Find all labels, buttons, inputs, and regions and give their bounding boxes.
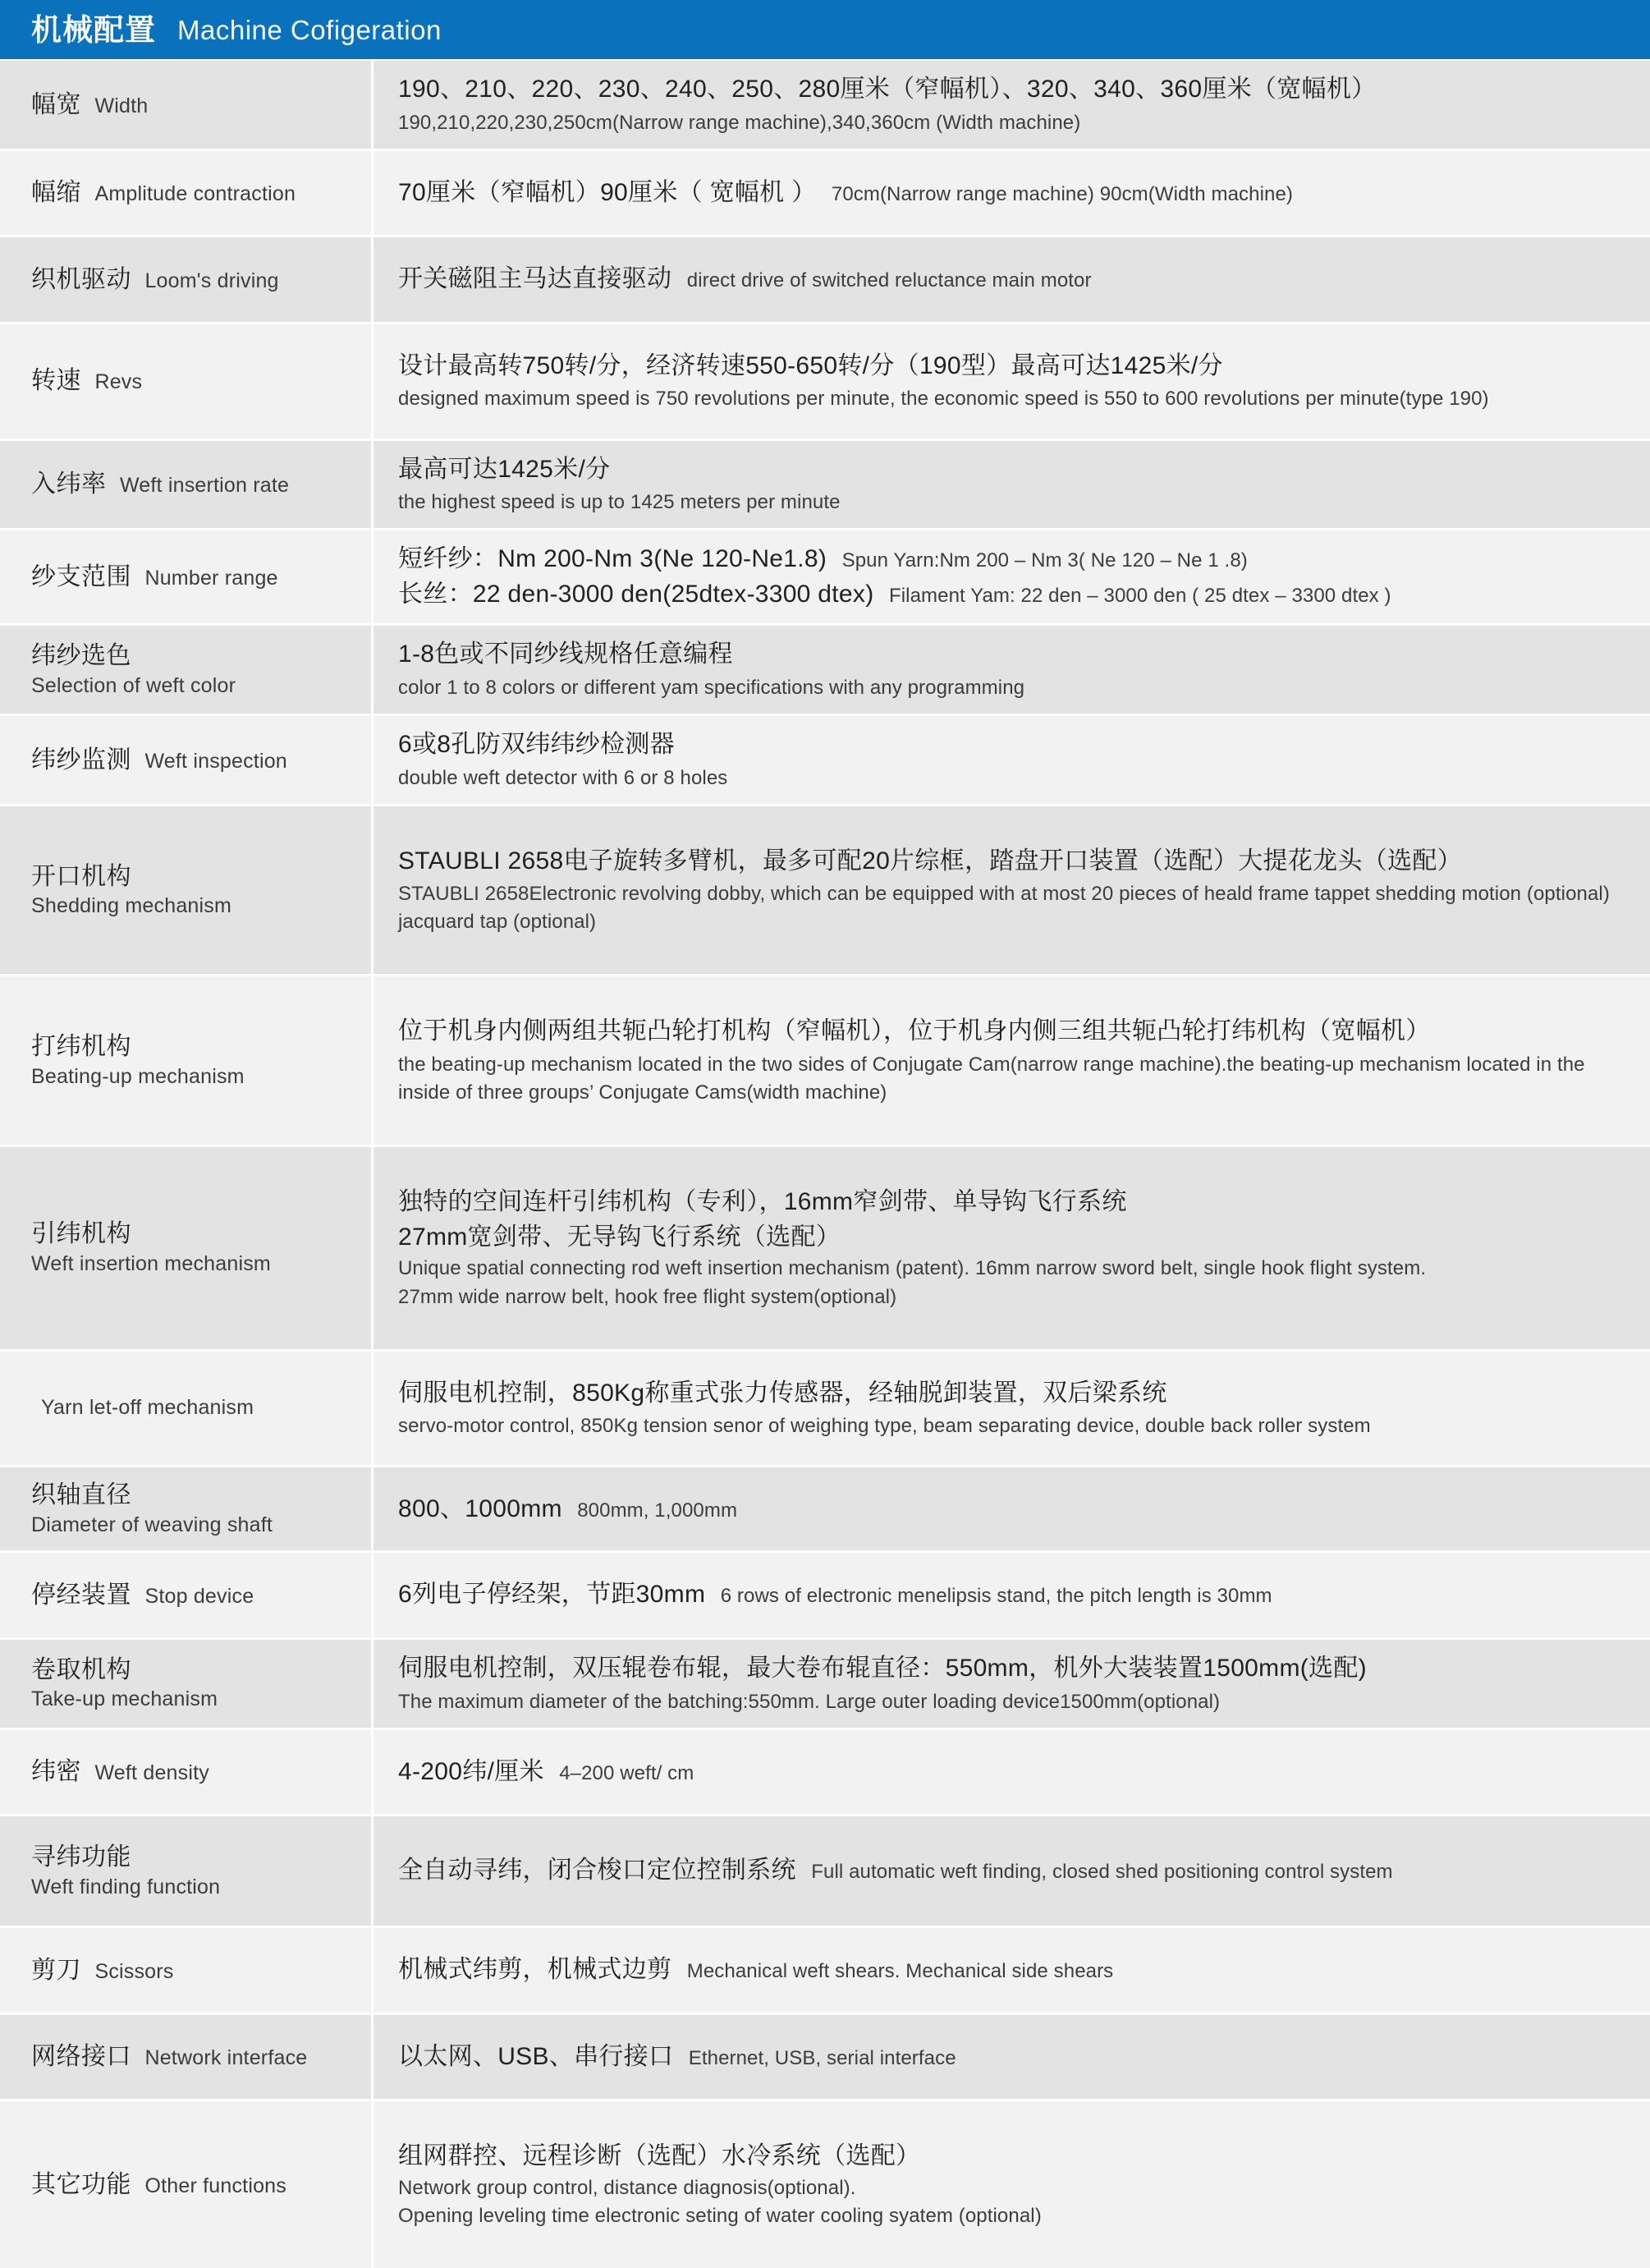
- table-row: [0, 1553, 1650, 1637]
- table-row: [0, 2015, 1650, 2100]
- table-row: [0, 441, 1650, 529]
- row-value-cn: 6或8孔防双纬纬纱检测器: [398, 731, 675, 759]
- row-label-cn: 转速: [31, 367, 81, 395]
- row-label-en: Selection of weft color: [31, 673, 236, 697]
- row-label: [0, 1640, 374, 1728]
- row-value: [374, 716, 1650, 804]
- row-label-cn: 幅宽: [31, 90, 81, 118]
- table-row: [0, 1640, 1650, 1728]
- row-label-en: Weft density: [94, 1761, 209, 1785]
- row-value: [374, 530, 1650, 623]
- row-label-en: Stop device: [144, 1584, 254, 1608]
- row-label-en: Other functions: [144, 2174, 286, 2198]
- row-label-en: Amplitude contraction: [94, 182, 296, 206]
- table-row: [0, 151, 1650, 236]
- row-value-cn: 1-8色或不同纱线规格任意编程: [398, 640, 733, 668]
- row-label: [0, 1816, 374, 1926]
- row-value-cn: 机械式纬剪，机械式边剪: [398, 1956, 672, 1984]
- row-value-en: Mechanical weft shears. Mechanical side shears: [686, 1960, 1114, 1983]
- row-label-en: Weft insertion mechanism: [31, 1251, 271, 1275]
- row-value-cn: STAUBLI 2658电子旋转多臂机，最多可配20片综框，踏盘开口装置（选配）大提花龙头（选配）: [398, 847, 1462, 875]
- row-value: [374, 2101, 1650, 2268]
- row-value-en: Unique spatial connecting rod weft insertion mechanism (patent). 16mm narrow sword belt, single hook flight system.: [398, 1257, 1427, 1280]
- row-label-cn: 幅缩: [31, 179, 81, 207]
- row-value: [374, 1640, 1650, 1728]
- row-label: [0, 1147, 374, 1348]
- row-value-cn: 6列电子停经架，节距30mm: [398, 1581, 706, 1609]
- row-label-cn: 打纬机构: [31, 1033, 131, 1061]
- table-row: [0, 530, 1650, 623]
- row-label-cn: 纬纱监测: [31, 746, 131, 774]
- row-value-cn: 伺服电机控制，双压辊卷布辊，最大卷布辊直径：550mm，机外大装装置1500mm(选配): [398, 1654, 1367, 1682]
- row-label-cn: 织机驱动: [31, 265, 131, 293]
- table-row: [0, 1467, 1650, 1550]
- row-value: [374, 324, 1650, 438]
- row-label-cn: 纬密: [31, 1758, 81, 1786]
- row-value-en: The maximum diameter of the batching:550mm. Large outer loading device1500mm(optional): [398, 1690, 1221, 1713]
- page-title-en: Machine Cofigeration: [177, 14, 442, 45]
- row-label-en: Weft inspection: [144, 749, 287, 773]
- row-value-en-2: Filament Yam: 22 den – 3000 den ( 25 dtex – 3300 dtex ): [888, 584, 1391, 607]
- row-value: [374, 626, 1650, 714]
- row-label: [0, 1553, 374, 1637]
- row-value: [374, 61, 1650, 149]
- row-value-en: 6 rows of electronic menelipsis stand, the pitch length is 30mm: [720, 1585, 1272, 1608]
- row-label-en: Width: [94, 94, 149, 117]
- row-value-cn: 4-200纬/厘米: [398, 1757, 544, 1785]
- row-value: [374, 441, 1650, 529]
- row-label: [0, 2101, 374, 2268]
- row-label-cn: 剪刀: [31, 1956, 81, 1984]
- row-value: [374, 1467, 1650, 1550]
- row-value: [374, 1352, 1650, 1466]
- row-value-en: the beating-up mechanism located in the two sides of Conjugate Cam(narrow range machine).the beating-up mechanism located in the inside of three groups’ Conjugate Cams(width machine): [398, 1054, 1585, 1104]
- row-label: [0, 237, 374, 322]
- row-value-en: STAUBLI 2658Electronic revolving dobby, which can be equipped with at most 20 pieces of heald frame tappet shedding motion (optional) jacquard tap (optional): [398, 883, 1610, 934]
- row-label-en: Network interface: [144, 2046, 308, 2070]
- row-label: [0, 716, 374, 804]
- row-value: [374, 1553, 1650, 1637]
- row-value-en: designed maximum speed is 750 revolutions per minute, the economic speed is 550 to 600 revolutions per minute(type 190): [398, 388, 1489, 411]
- table-row: [0, 1352, 1650, 1466]
- row-label-en: Weft insertion rate: [119, 474, 290, 498]
- row-label-cn: 开口机构: [31, 862, 131, 890]
- table-row: [0, 237, 1650, 322]
- row-label-cn: 寻纬功能: [31, 1843, 131, 1871]
- row-value-en: color 1 to 8 colors or different yam specifications with any programming: [398, 676, 1025, 699]
- row-value: [374, 2015, 1650, 2100]
- row-value-en: 4–200 weft/ cm: [559, 1761, 694, 1784]
- table-row: [0, 1147, 1650, 1348]
- row-label-cn: 卷取机构: [31, 1655, 131, 1683]
- row-value-en: the highest speed is up to 1425 meters per minute: [398, 491, 841, 514]
- row-label-en: Yarn let-off mechanism: [41, 1396, 254, 1420]
- table-row: [0, 976, 1650, 1145]
- page-title-cn: 机械配置: [31, 12, 156, 47]
- row-value: [374, 1730, 1650, 1815]
- row-value-cn: 设计最高转750转/分，经济转速550-650转/分（190型）最高可达1425米/分: [398, 351, 1223, 379]
- row-value-en-2: Opening leveling time electronic seting of water cooling syatem (optional): [398, 2205, 1042, 2228]
- row-label: [0, 324, 374, 438]
- row-label-en: Take-up mechanism: [31, 1687, 218, 1711]
- row-value-cn: 70厘米（窄幅机）90厘米（ 宽幅机 ）: [398, 178, 817, 206]
- row-label-en: Revs: [94, 370, 143, 394]
- row-value-cn: 以太网、USB、串行接口: [398, 2042, 674, 2070]
- row-value-en: double weft detector with 6 or 8 holes: [398, 766, 728, 789]
- row-value: [374, 151, 1650, 236]
- row-value: [374, 976, 1650, 1145]
- row-label: [0, 530, 374, 623]
- row-label-cn: 织轴直径: [31, 1481, 131, 1509]
- table-row: [0, 806, 1650, 975]
- row-label-en: Weft finding function: [31, 1875, 221, 1898]
- row-value-en: Full automatic weft finding, closed shed positioning control system: [811, 1861, 1393, 1884]
- row-value-cn: 位于机身内侧两组共轭凸轮打机构（窄幅机），位于机身内侧三组共轭凸轮打纬机构（宽幅机）: [398, 1017, 1431, 1045]
- row-value-cn: 短纤纱：Nm 200-Nm 3(Ne 120-Ne1.8): [398, 545, 827, 573]
- row-label-cn: 其它功能: [31, 2171, 131, 2199]
- row-value-en: direct drive of switched reluctance main motor: [686, 269, 1092, 292]
- row-value-en: 70cm(Narrow range machine) 90cm(Width machine): [831, 182, 1293, 205]
- row-label: [0, 626, 374, 714]
- table-row: [0, 324, 1650, 438]
- row-label-cn: 网络接口: [31, 2043, 131, 2071]
- row-label: [0, 61, 374, 149]
- table-row: [0, 2101, 1650, 2268]
- row-label-cn: 引纬机构: [31, 1220, 131, 1248]
- row-value-cn: 800、1000mm: [398, 1494, 562, 1522]
- row-value: [374, 806, 1650, 975]
- row-value-cn: 最高可达1425米/分: [398, 455, 611, 483]
- row-label-en: Beating-up mechanism: [31, 1064, 245, 1088]
- page-header: [0, 0, 1650, 59]
- table-row: [0, 626, 1650, 714]
- row-label-en: Loom's driving: [144, 269, 279, 292]
- row-label: [0, 151, 374, 236]
- row-value-cn: 伺服电机控制，850Kg称重式张力传感器，经轴脱卸装置，双后梁系统: [398, 1379, 1167, 1407]
- table-row: [0, 716, 1650, 804]
- row-label-cn: 纬纱选色: [31, 642, 131, 670]
- table-row: [0, 1730, 1650, 1815]
- row-label: [0, 1730, 374, 1815]
- row-label-en: Number range: [144, 567, 278, 590]
- row-label-en: Shedding mechanism: [31, 894, 232, 918]
- row-label-en: Diameter of weaving shaft: [31, 1513, 273, 1536]
- row-value-cn-2: 27mm宽剑带、无导钩飞行系统（选配）: [398, 1223, 841, 1251]
- row-value-cn: 开关磁阻主马达直接驱动: [398, 265, 672, 293]
- row-value: [374, 1816, 1650, 1926]
- row-label: [0, 806, 374, 975]
- row-label: [0, 441, 374, 529]
- row-value-en: 190,210,220,230,250cm(Narrow range machine),340,360cm (Width machine): [398, 111, 1081, 134]
- table-row: [0, 1928, 1650, 2013]
- row-value-en: Network group control, distance diagnosis(optional).: [398, 2177, 856, 2200]
- row-label: [0, 1352, 374, 1466]
- row-label: [0, 976, 374, 1145]
- specification-table: [0, 61, 1650, 2268]
- row-label: [0, 2015, 374, 2100]
- row-value-cn: 独特的空间连杆引纬机构（专利），16mm窄剑带、单导钩飞行系统: [398, 1188, 1127, 1216]
- row-label-en: Scissors: [94, 1959, 174, 1983]
- table-row: [0, 1816, 1650, 1926]
- row-value: [374, 237, 1650, 322]
- row-label-cn: 停经装置: [31, 1581, 131, 1609]
- row-label-cn: 入纬率: [31, 471, 107, 498]
- row-label-cn: 纱支范围: [31, 563, 131, 590]
- row-value-cn: 组网群控、远程诊断（选配）水冷系统（选配）: [398, 2142, 921, 2170]
- row-value-en: 800mm, 1,000mm: [577, 1499, 738, 1522]
- row-value-en-2: 27mm wide narrow belt, hook free flight system(optional): [398, 1285, 897, 1308]
- row-value-en: Ethernet, USB, serial interface: [688, 2046, 956, 2069]
- row-label: [0, 1467, 374, 1550]
- row-value-cn: 全自动寻纬，闭合梭口定位控制系统: [398, 1857, 796, 1885]
- table-row: [0, 61, 1650, 149]
- row-value-cn-2: 长丝：22 den-3000 den(25dtex-3300 dtex): [398, 580, 874, 608]
- row-value-cn: 190、210、220、230、240、250、280厘米（窄幅机）、320、340、360厘米（宽幅机）: [398, 76, 1377, 103]
- row-value-en: Spun Yarn:Nm 200 – Nm 3( Ne 120 – Ne 1 .8): [841, 549, 1248, 572]
- row-value: [374, 1147, 1650, 1348]
- row-label: [0, 1928, 374, 2013]
- row-value: [374, 1928, 1650, 2013]
- row-value-en: servo-motor control, 850Kg tension senor of weighing type, beam separating device, double back roller system: [398, 1415, 1371, 1438]
